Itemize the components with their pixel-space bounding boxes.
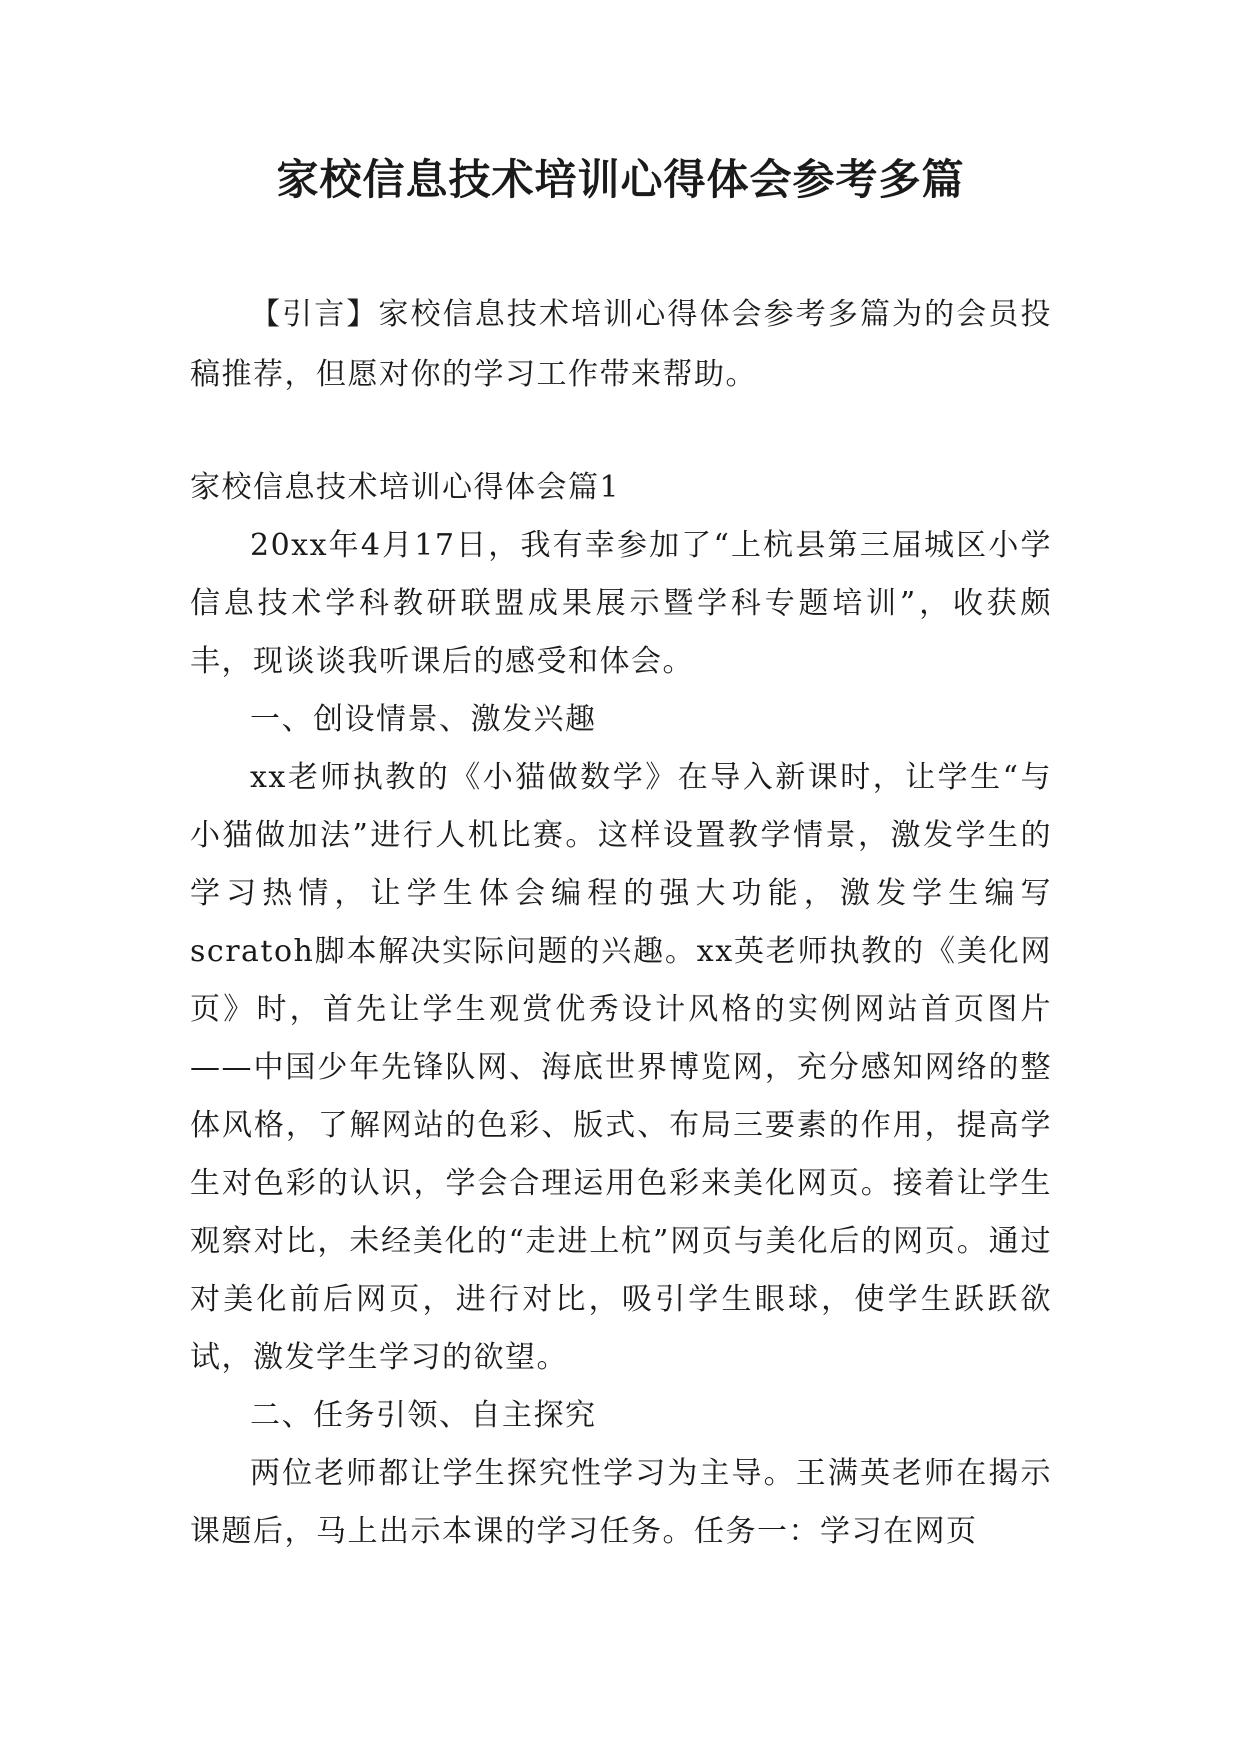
document-title: 家校信息技术培训心得体会参考多篇 (276, 155, 965, 204)
document-body (190, 285, 1052, 1561)
section-heading: 一、创设情景、激发兴趣 (250, 702, 597, 737)
body-paragraph: 20xx年4月17日，我有幸参加了“上杭县第三届城区小学信息技术学科教研联盟成果展示暨学科专题培训”，收获颇丰，现谈谈我听课后的感受和体会。 (190, 528, 1052, 679)
intro-paragraph: 【引言】家校信息技术培训心得体会参考多篇为的会员投稿推荐，但愿对你的学习工作带来帮助。 (190, 297, 1052, 392)
body-paragraph: xx老师执教的《小猫做数学》在导入新课时，让学生“与小猫做加法”进行人机比赛。这样设置教学情景，激发学生的学习热情，让学生体会编程的强大功能，激发学生编写scratoh脚本解决实际问题的兴趣。xx英老师执教的《美化网页》时，首先让学生观赏优秀设计风格的实例网站首页图片——中国少年先锋队网、海底世界博览网，充分感知网络的整体风格，了解网站的色彩、版式、布局三要素的作用，提高学生对色彩的认识，学会合理运用色彩来美化网页。接着让学生观察对比，未经美化的“走进上杭”网页与美化后的网页。通过对美化前后网页，进行对比，吸引学生眼球，使学生跃跃欲试，激发学生学习的欲望。 (190, 760, 1052, 1375)
body-paragraph: 两位老师都让学生探究性学习为主导。王满英老师在揭示课题后，马上出示本课的学习任务。任务一：学习在网页 (190, 1456, 1052, 1549)
section-heading: 二、任务引领、自主探究 (250, 1398, 597, 1433)
spacer (190, 405, 1052, 459)
article-heading: 家校信息技术培训心得体会篇1 (190, 470, 621, 505)
